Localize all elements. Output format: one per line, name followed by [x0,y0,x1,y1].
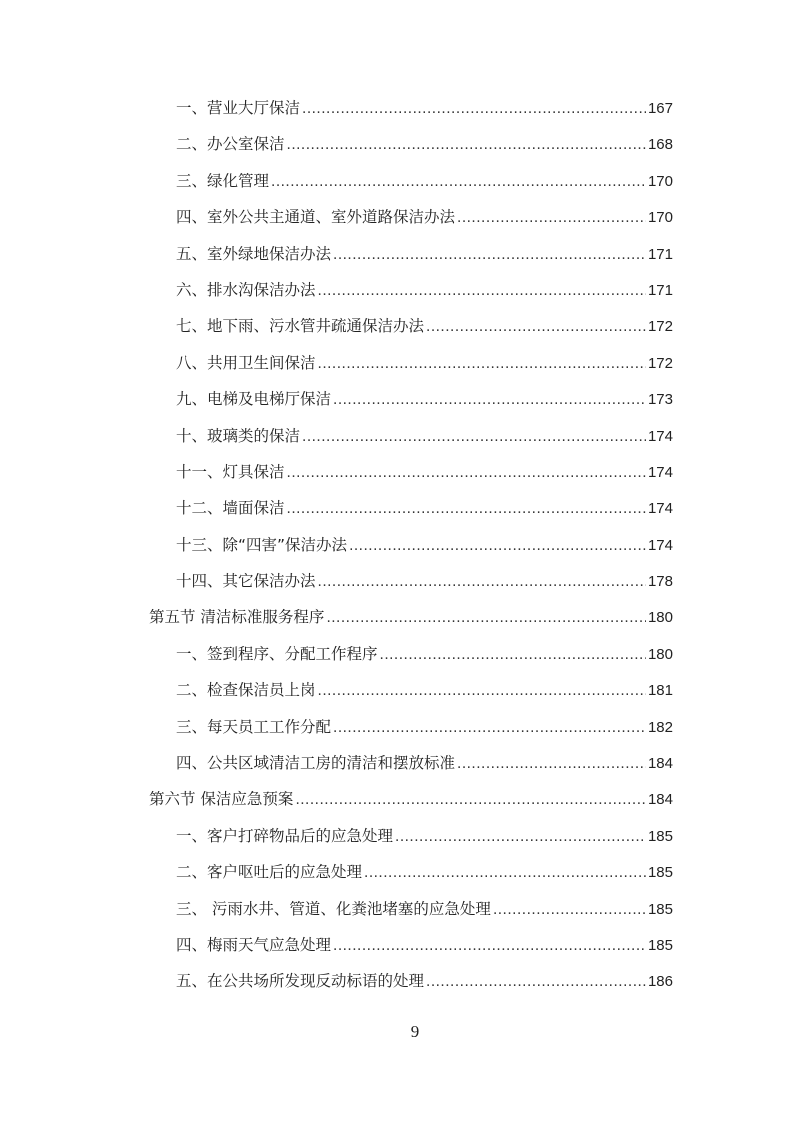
toc-entry-title: 七、地下雨、污水管井疏通保洁办法 [176,317,425,336]
toc-entry[interactable] [149,860,673,896]
toc-entry-title: 二、客户呕吐后的应急处理 [176,863,363,882]
toc-entry-page: 168 [647,136,673,154]
dot-leader [426,973,646,991]
dot-leader [302,100,646,118]
dot-leader [457,209,646,227]
toc-entry-page: 173 [647,391,673,409]
toc-entry-page: 185 [647,936,673,954]
dot-leader [364,864,646,882]
toc-entry-page: 174 [647,500,673,518]
toc-entry-page: 185 [647,864,673,882]
toc-entry-title: 十三、除“四害”保洁办法 [176,535,348,554]
toc-entry[interactable] [149,605,673,641]
toc-entry-page: 174 [647,463,673,481]
toc-entry-title: 一、客户打碎物品后的应急处理 [176,826,394,845]
dot-leader [333,246,646,264]
toc-entry-title: 三、绿化管理 [176,171,270,190]
dot-leader [333,719,646,737]
toc-entry-title: 十二、墙面保洁 [176,499,285,518]
toc-entry-title: 九、电梯及电梯厅保洁 [176,390,332,409]
toc-entry[interactable] [149,351,673,387]
toc-entry-page: 170 [647,209,673,227]
toc-entry-page: 172 [647,354,673,372]
toc-entry-page: 170 [647,172,673,190]
toc-entry-page: 180 [647,645,673,663]
dot-leader [326,609,646,627]
toc-entry-title: 第六节 保洁应急预案 [149,790,294,809]
dot-leader [295,791,646,809]
toc-entry[interactable] [149,242,673,278]
toc-entry-page: 178 [647,573,673,591]
toc-entry[interactable] [149,424,673,460]
dot-leader [271,173,646,191]
toc-entry[interactable] [149,205,673,241]
toc-entry[interactable] [149,678,673,714]
toc-entry-title: 五、在公共场所发现反动标语的处理 [176,972,425,991]
toc-entry[interactable] [149,715,673,751]
dot-leader [287,464,646,482]
toc-entry[interactable] [149,897,673,933]
toc-entry-page: 172 [647,318,673,336]
toc-entry[interactable] [149,751,673,787]
dot-leader [287,500,646,518]
dot-leader [318,573,646,591]
toc-entry-page: 181 [647,682,673,700]
toc-entry[interactable] [149,460,673,496]
toc-entry[interactable] [149,278,673,314]
toc-entry-page: 180 [647,609,673,627]
toc-entry[interactable] [149,969,673,1005]
toc-entry-title: 三、 污雨水井、管道、化粪池堵塞的应急处理 [176,899,491,918]
toc-entry-title: 四、梅雨天气应急处理 [176,935,332,954]
toc-entry-page: 174 [647,536,673,554]
toc-entry[interactable] [149,314,673,350]
toc-entry-title: 五、室外绿地保洁办法 [176,244,332,263]
dot-leader [493,901,646,919]
toc-entry-title: 四、公共区域清洁工房的清洁和摆放标准 [176,754,456,773]
toc-entry-title: 十四、其它保洁办法 [176,572,316,591]
toc-entry-title: 三、每天员工工作分配 [176,717,332,736]
dot-leader [318,282,646,300]
dot-leader [333,391,646,409]
toc-entry[interactable] [149,387,673,423]
dot-leader [318,355,646,373]
toc-entry[interactable] [149,169,673,205]
toc-entry-title: 六、排水沟保洁办法 [176,280,316,299]
toc-entry[interactable] [149,787,673,823]
toc-entry-title: 一、签到程序、分配工作程序 [176,644,378,663]
toc-entry-title: 二、检查保洁员上岗 [176,681,316,700]
toc-entry[interactable] [149,96,673,132]
dot-leader [287,136,646,154]
toc-entry-title: 十一、灯具保洁 [176,462,285,481]
dot-leader [457,755,646,773]
toc-entry-title: 第五节 清洁标准服务程序 [149,608,325,627]
dot-leader [302,428,646,446]
toc-entry-page: 182 [647,718,673,736]
table-of-contents [149,96,673,1006]
dot-leader [349,537,646,555]
toc-entry[interactable] [149,642,673,678]
toc-entry-page: 186 [647,973,673,991]
toc-entry[interactable] [149,533,673,569]
toc-entry[interactable] [149,496,673,532]
toc-entry-page: 174 [647,427,673,445]
page-number: 9 [410,1022,420,1041]
toc-entry[interactable] [149,569,673,605]
toc-entry-page: 185 [647,827,673,845]
dot-leader [318,682,646,700]
toc-entry-page: 167 [647,100,673,117]
toc-entry-title: 十、玻璃类的保洁 [176,426,301,445]
toc-entry-title: 四、室外公共主通道、室外道路保洁办法 [176,208,456,227]
dot-leader [395,828,646,846]
toc-entry-title: 二、办公室保洁 [176,135,285,154]
toc-entry-title: 一、营业大厅保洁 [176,99,301,117]
dot-leader [380,646,646,664]
toc-entry-title: 八、共用卫生间保洁 [176,353,316,372]
dot-leader [426,318,646,336]
toc-entry-page: 185 [647,900,673,918]
dot-leader [333,937,646,955]
toc-entry[interactable] [149,933,673,969]
toc-entry[interactable] [149,132,673,168]
toc-entry-page: 184 [647,755,673,773]
toc-entry[interactable] [149,824,673,860]
toc-entry-page: 171 [647,245,673,263]
toc-entry-page: 171 [647,281,673,299]
toc-entry-page: 184 [647,791,673,809]
